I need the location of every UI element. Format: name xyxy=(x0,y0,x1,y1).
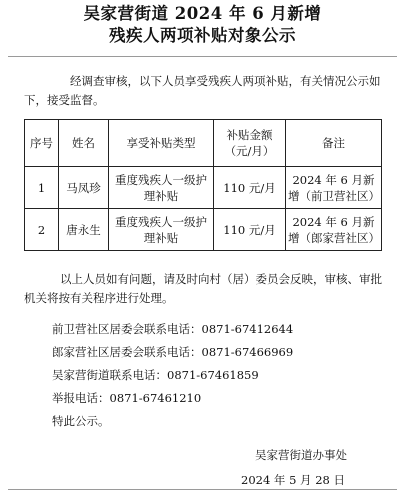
cell-remarks: 2024 年 6 月新增（前卫营社区） xyxy=(286,167,382,209)
header-amount: 补贴金额（元/月） xyxy=(214,120,286,167)
header-remarks: 备注 xyxy=(286,120,382,167)
table-row xyxy=(25,167,382,209)
cell-name: 马凤珍 xyxy=(59,167,109,209)
signature-date: 2024 年 5 月 28 日 xyxy=(241,473,345,487)
header-subsidy-type: 享受补贴类型 xyxy=(109,120,214,167)
subsidy-table xyxy=(24,119,382,251)
cell-amount: 110 元/月 xyxy=(214,167,286,209)
contact-line-langjiaying: 郎家营社区居委会联系电话：0871-67466969 xyxy=(52,345,294,359)
table-row xyxy=(25,209,382,251)
header-index: 序号 xyxy=(25,120,59,167)
bottom-divider xyxy=(8,489,397,490)
contact-line-street-office: 吴家营街道联系电话：0871-67461859 xyxy=(52,368,259,382)
notice-paragraph: 以上人员如有问题，请及时向村（居）委员会反映，审核、审批机关将按有关程序进行处理。 xyxy=(24,272,382,305)
signature-org: 吴家营街道办事处 xyxy=(255,448,347,462)
cell-subsidy-type: 重度残疾人一级护理补贴 xyxy=(109,167,214,209)
cell-index: 2 xyxy=(25,209,59,251)
document-title-line-2: 残疾人两项补贴对象公示 xyxy=(109,26,296,45)
cell-name: 唐永生 xyxy=(59,209,109,251)
document-title-line-1: 吴家营街道 2024 年 6 月新增 xyxy=(83,4,322,23)
closing-statement: 特此公示。 xyxy=(52,414,110,428)
cell-index: 1 xyxy=(25,167,59,209)
cell-amount: 110 元/月 xyxy=(214,209,286,251)
intro-paragraph: 经调查审核，以下人员享受残疾人两项补贴，有关情况公示如下，接受监督。 xyxy=(24,74,381,107)
table-header-row xyxy=(25,120,382,167)
contact-line-report-hotline: 举报电话：0871-67461210 xyxy=(52,391,202,405)
cell-subsidy-type: 重度残疾人一级护理补贴 xyxy=(109,209,214,251)
header-name: 姓名 xyxy=(59,120,109,167)
top-divider xyxy=(8,56,397,57)
cell-remarks: 2024 年 6 月新增（郎家营社区） xyxy=(286,209,382,251)
contact-line-qianweiying: 前卫营社区居委会联系电话：0871-67412644 xyxy=(52,322,294,336)
